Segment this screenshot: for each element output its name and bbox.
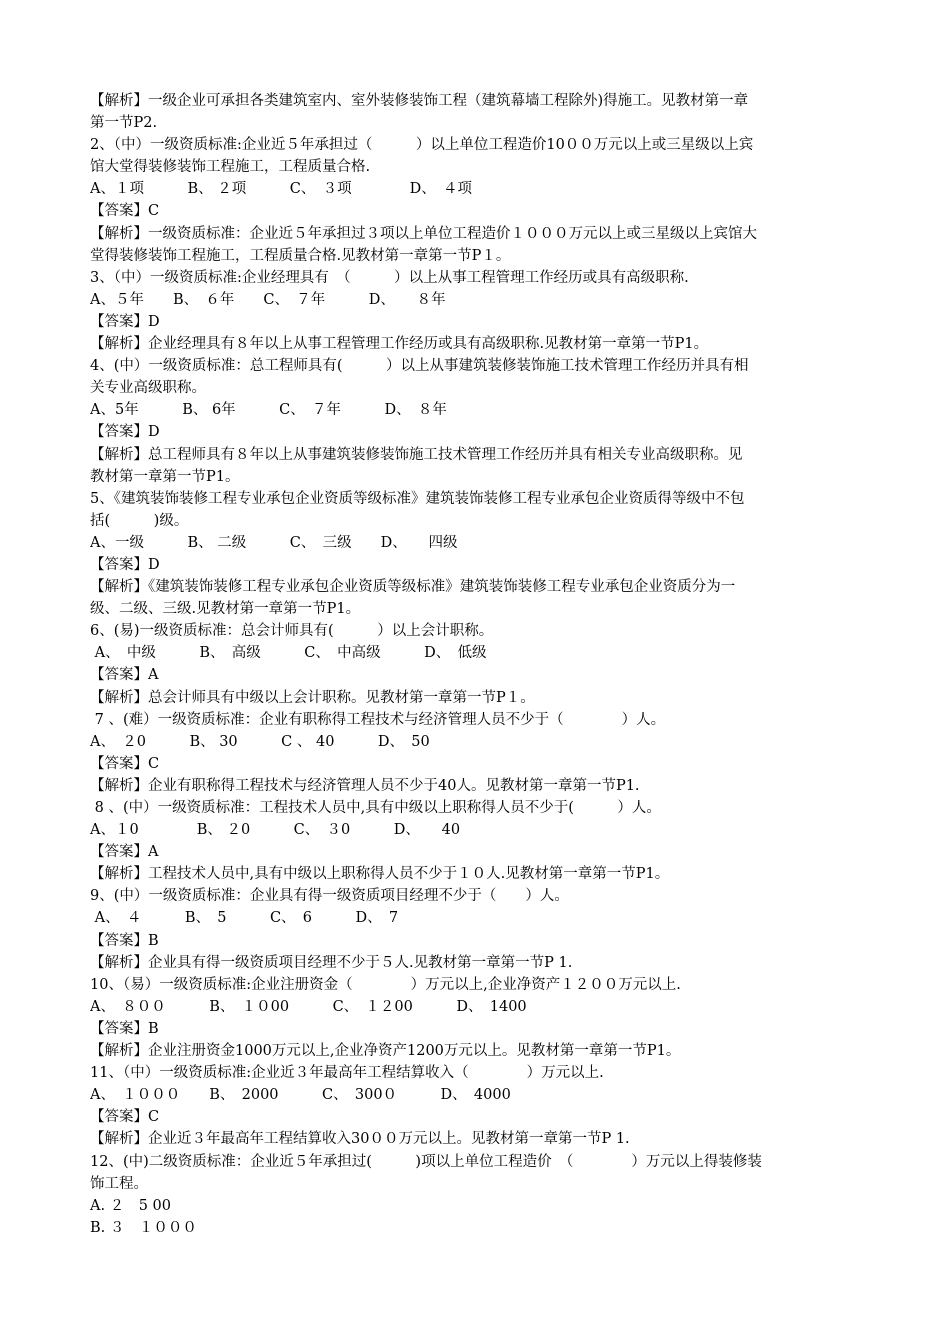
explanation-line: 【解析】一级资质标准：企业近５年承担过３项以上单位工程造价１０００万元以上或三星级以上宾馆大	[90, 225, 757, 242]
text-line: 教材第一章第一节P1。	[90, 468, 240, 485]
options-line: A、 ２0 B、 30 C 、 40 D、 50	[90, 733, 430, 750]
question-2-line: 2、（中）一级资质标准:企业近５年承担过（ ）以上单位工程造价10００万元以上或三星级以上宾	[90, 137, 754, 154]
question-8-line: 8 、(中）一级资质标准：工程技术人员中,具有中级以上职称得人员不少于( ）人。	[90, 800, 661, 816]
question-5-line: 5、《建筑装饰装修工程专业承包企业资质等级标准》建筑装饰装修工程专业承包企业资质得等级中不包	[90, 490, 745, 507]
question-12-line: 12、(中)二级资质标准：企业近５年承担过( )项以上单位工程造价 （ ）万元以上得装修装	[90, 1153, 762, 1170]
answer-line: 【答案】C	[90, 203, 160, 220]
text-line: 【解析】一级企业可承担各类建筑室内、室外装修装饰工程（建筑幕墙工程除外)得施工。见教材第一章	[90, 93, 749, 109]
question-11-line: 11、（中）一级资质标准:企业近３年最高年工程结算收入（ ）万元以上.	[90, 1065, 604, 1082]
explanation-line: 【解析】《建筑装饰装修工程专业承包企业资质等级标准》建筑装饰装修工程专业承包企业资质分为一	[90, 579, 736, 596]
options-line: A、 ８００ B、 １０00 C、 １２00 D、 1400	[90, 998, 527, 1015]
question-7-line: 7 、(难）一级资质标准：企业有职称得工程技术与经济管理人员不少于（ ）人。	[90, 711, 666, 728]
answer-line: 【答案】D	[90, 556, 160, 573]
explanation-line: 【解析】企业具有得一级资质项目经理不少于５人.见教材第一章第一节P 1.	[90, 954, 573, 971]
options-line: A、 中级 B、 高级 C、 中高级 D、 低级	[90, 645, 487, 662]
answer-line: 【答案】B	[90, 1020, 159, 1037]
options-line: A、１0 B、 ２0 C、 ３0 D、 40	[90, 822, 461, 839]
option-a-line: A. ２ 5 00	[90, 1197, 171, 1214]
options-line: A、 １０００ B、 2000 C、 300０ D、 4000	[90, 1087, 511, 1104]
text-line: 第一节P2.	[90, 115, 158, 132]
answer-line: 【答案】D	[90, 313, 160, 330]
text-line: 堂得装修装饰工程施工，工程质量合格.见教材第一章第一节P１。	[90, 247, 511, 264]
answer-line: 【答案】B	[90, 932, 159, 949]
text-line: 关专业高级职称。	[90, 380, 206, 397]
text-line: 括( )级。	[90, 512, 189, 529]
explanation-line: 【解析】企业有职称得工程技术与经济管理人员不少于40人。见教材第一章第一节P1.	[90, 777, 640, 794]
option-b-line: B. ３ １０００	[90, 1219, 197, 1236]
options-line: A、１项 B、 ２项 C、 ３项 D、 ４项	[90, 181, 472, 198]
question-9-line: 9、(中）一级资质标准：企业具有得一级资质项目经理不少于（ ）人。	[90, 888, 569, 905]
explanation-line: 【解析】企业经理具有８年以上从事工程管理工作经历或具有高级职称.见教材第一章第一节P1。	[90, 336, 709, 353]
options-line: A、一级 B、 二级 C、 三级 D、 四级	[90, 534, 458, 551]
options-line: A、５年 B、 ６年 C、 ７年 D、 ８年	[90, 291, 446, 308]
answer-line: 【答案】A	[90, 844, 159, 861]
answer-line: 【答案】D	[90, 424, 160, 441]
answer-line: 【答案】C	[90, 1109, 160, 1126]
text-line: 饰工程。	[90, 1175, 148, 1192]
options-line: A、5年 B、 6年 C、 ７年 D、 ８年	[90, 402, 447, 419]
explanation-line: 【解析】总工程师具有８年以上从事建筑装修装饰施工技术管理工作经历并具有相关专业高级职称。见	[90, 446, 743, 463]
document-page	[90, 90, 865, 1239]
explanation-line: 【解析】企业近３年最高年工程结算收入30００万元以上。见教材第一章第一节P 1.	[90, 1131, 630, 1148]
answer-line: 【答案】C	[90, 755, 160, 772]
text-line: 馆大堂得装修装饰工程施工，工程质量合格.	[90, 159, 371, 176]
question-4-line: 4、(中）一级资质标准：总工程师具有( ）以上从事建筑装修装饰施工技术管理工作经历并具有相	[90, 358, 749, 375]
explanation-line: 【解析】总会计师具有中级以上会计职称。见教材第一章第一节P１。	[90, 689, 535, 706]
options-line: A、 ４ B、 5 C、 6 D、 7	[90, 910, 399, 927]
explanation-line: 【解析】企业注册资金1000万元以上,企业净资产1200万元以上。见教材第一章第一节P1。	[90, 1043, 681, 1060]
answer-line: 【答案】A	[90, 667, 159, 684]
question-10-line: 10、（易）一级资质标准:企业注册资金（ ）万元以上,企业净资产１２００万元以上.	[90, 976, 681, 993]
text-line: 级、二级、三级.见教材第一章第一节P1。	[90, 601, 361, 618]
explanation-line: 【解析】工程技术人员中,具有中级以上职称得人员不少于１０人.见教材第一章第一节P1。	[90, 866, 670, 883]
question-3-line: 3、（中）一级资质标准:企业经理具有 （ ）以上从事工程管理工作经历或具有高级职称.	[90, 269, 689, 286]
question-6-line: 6、(易)一级资质标准：总会计师具有( ）以上会计职称。	[90, 623, 494, 640]
